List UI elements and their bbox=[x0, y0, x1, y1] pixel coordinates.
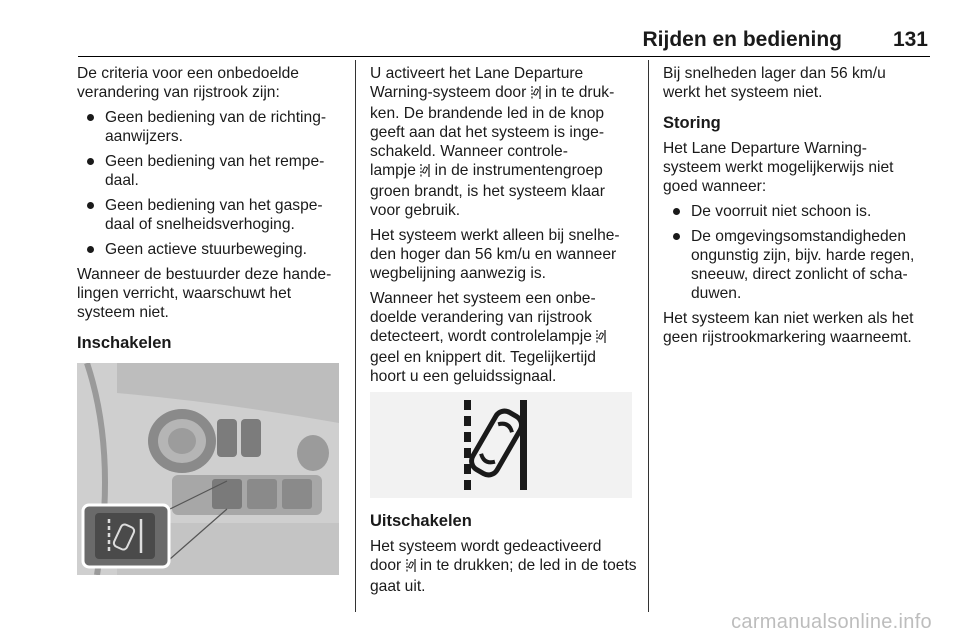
speed-condition-text: Het systeem werkt alleen bij snelhe- den hoger dan 56 km/u en wanneer wegbelijning aanwezig is. bbox=[370, 227, 620, 282]
heading-inschakelen: Inschakelen bbox=[77, 334, 172, 352]
warning-text bbox=[370, 289, 640, 386]
page-header bbox=[78, 26, 930, 57]
lane-departure-icon bbox=[596, 329, 606, 348]
text-run: in te druk- ken. De brandende led in de knop geeft aan dat het systeem is inge- schakeld. Wanneer controle- lampje bbox=[370, 84, 615, 179]
lane-departure-icon bbox=[531, 85, 541, 104]
dashboard-photo bbox=[77, 363, 339, 575]
lane-departure-warning-symbol bbox=[370, 392, 632, 498]
malfunction-list bbox=[663, 202, 933, 303]
column-3 bbox=[663, 64, 933, 353]
malfunction-intro: Het Lane Departure Warning- systeem werkt mogelijkerwijs niet goed wanneer: bbox=[663, 140, 894, 195]
column-2 bbox=[370, 64, 640, 602]
heading-storing: Storing bbox=[663, 114, 721, 132]
list-item: Geen bediening van de richting- aanwijzers. bbox=[77, 108, 347, 146]
page-number: 131 bbox=[892, 28, 928, 51]
column-1 bbox=[77, 64, 347, 575]
list-item: Geen actieve stuurbeweging. bbox=[77, 240, 347, 259]
list-item: Geen bediening van het gaspe- daal of snelheidsverhoging. bbox=[77, 196, 347, 234]
watermark: carmanualsonline.info bbox=[731, 611, 932, 633]
activation-text bbox=[370, 64, 640, 220]
text-run: Wanneer het systeem een onbe- doelde verandering van rijstrook detecteert, wordt controlelampje bbox=[370, 290, 596, 345]
list-item: Geen bediening van het rempe- daal. bbox=[77, 152, 347, 190]
list-item: De voorruit niet schoon is. bbox=[663, 202, 933, 221]
criteria-intro: De criteria voor een onbedoelde verandering van rijstrook zijn: bbox=[77, 65, 299, 101]
driver-action-note: Wanneer de bestuurder deze hande- lingen verricht, waarschuwt het systeem niet. bbox=[77, 266, 332, 321]
text-run: Het systeem wordt gedeactiveerd door bbox=[370, 538, 602, 574]
lane-departure-icon bbox=[406, 558, 416, 577]
text-run: geel en knippert dit. Tegelijkertijd hoort u een geluidssignaal. bbox=[370, 349, 596, 385]
deactivation-text bbox=[370, 537, 640, 596]
heading-uitschakelen: Uitschakelen bbox=[370, 512, 472, 530]
text-run: in te drukken; de led in de toets gaat uit. bbox=[370, 557, 637, 595]
section-title: Rijden en bediening bbox=[642, 28, 842, 51]
list-item: De omgevingsomstandigheden ongunstig zijn, bijv. harde regen, sneeuw, direct zonlicht of scha- duwen. bbox=[663, 227, 933, 303]
lane-departure-icon bbox=[420, 163, 430, 182]
text-run: U activeert het Lane Departure Warning-systeem door bbox=[370, 65, 584, 101]
text-run: in de instrumentengroep groen brandt, is het systeem klaar voor gebruik. bbox=[370, 162, 605, 219]
no-marking-note: Het systeem kan niet werken als het geen rijstrookmarkering waarneemt. bbox=[663, 310, 914, 346]
column-divider bbox=[648, 60, 649, 612]
column-divider bbox=[355, 60, 356, 612]
criteria-list bbox=[77, 108, 347, 259]
low-speed-note: Bij snelheden lager dan 56 km/u werkt het systeem niet. bbox=[663, 65, 886, 101]
